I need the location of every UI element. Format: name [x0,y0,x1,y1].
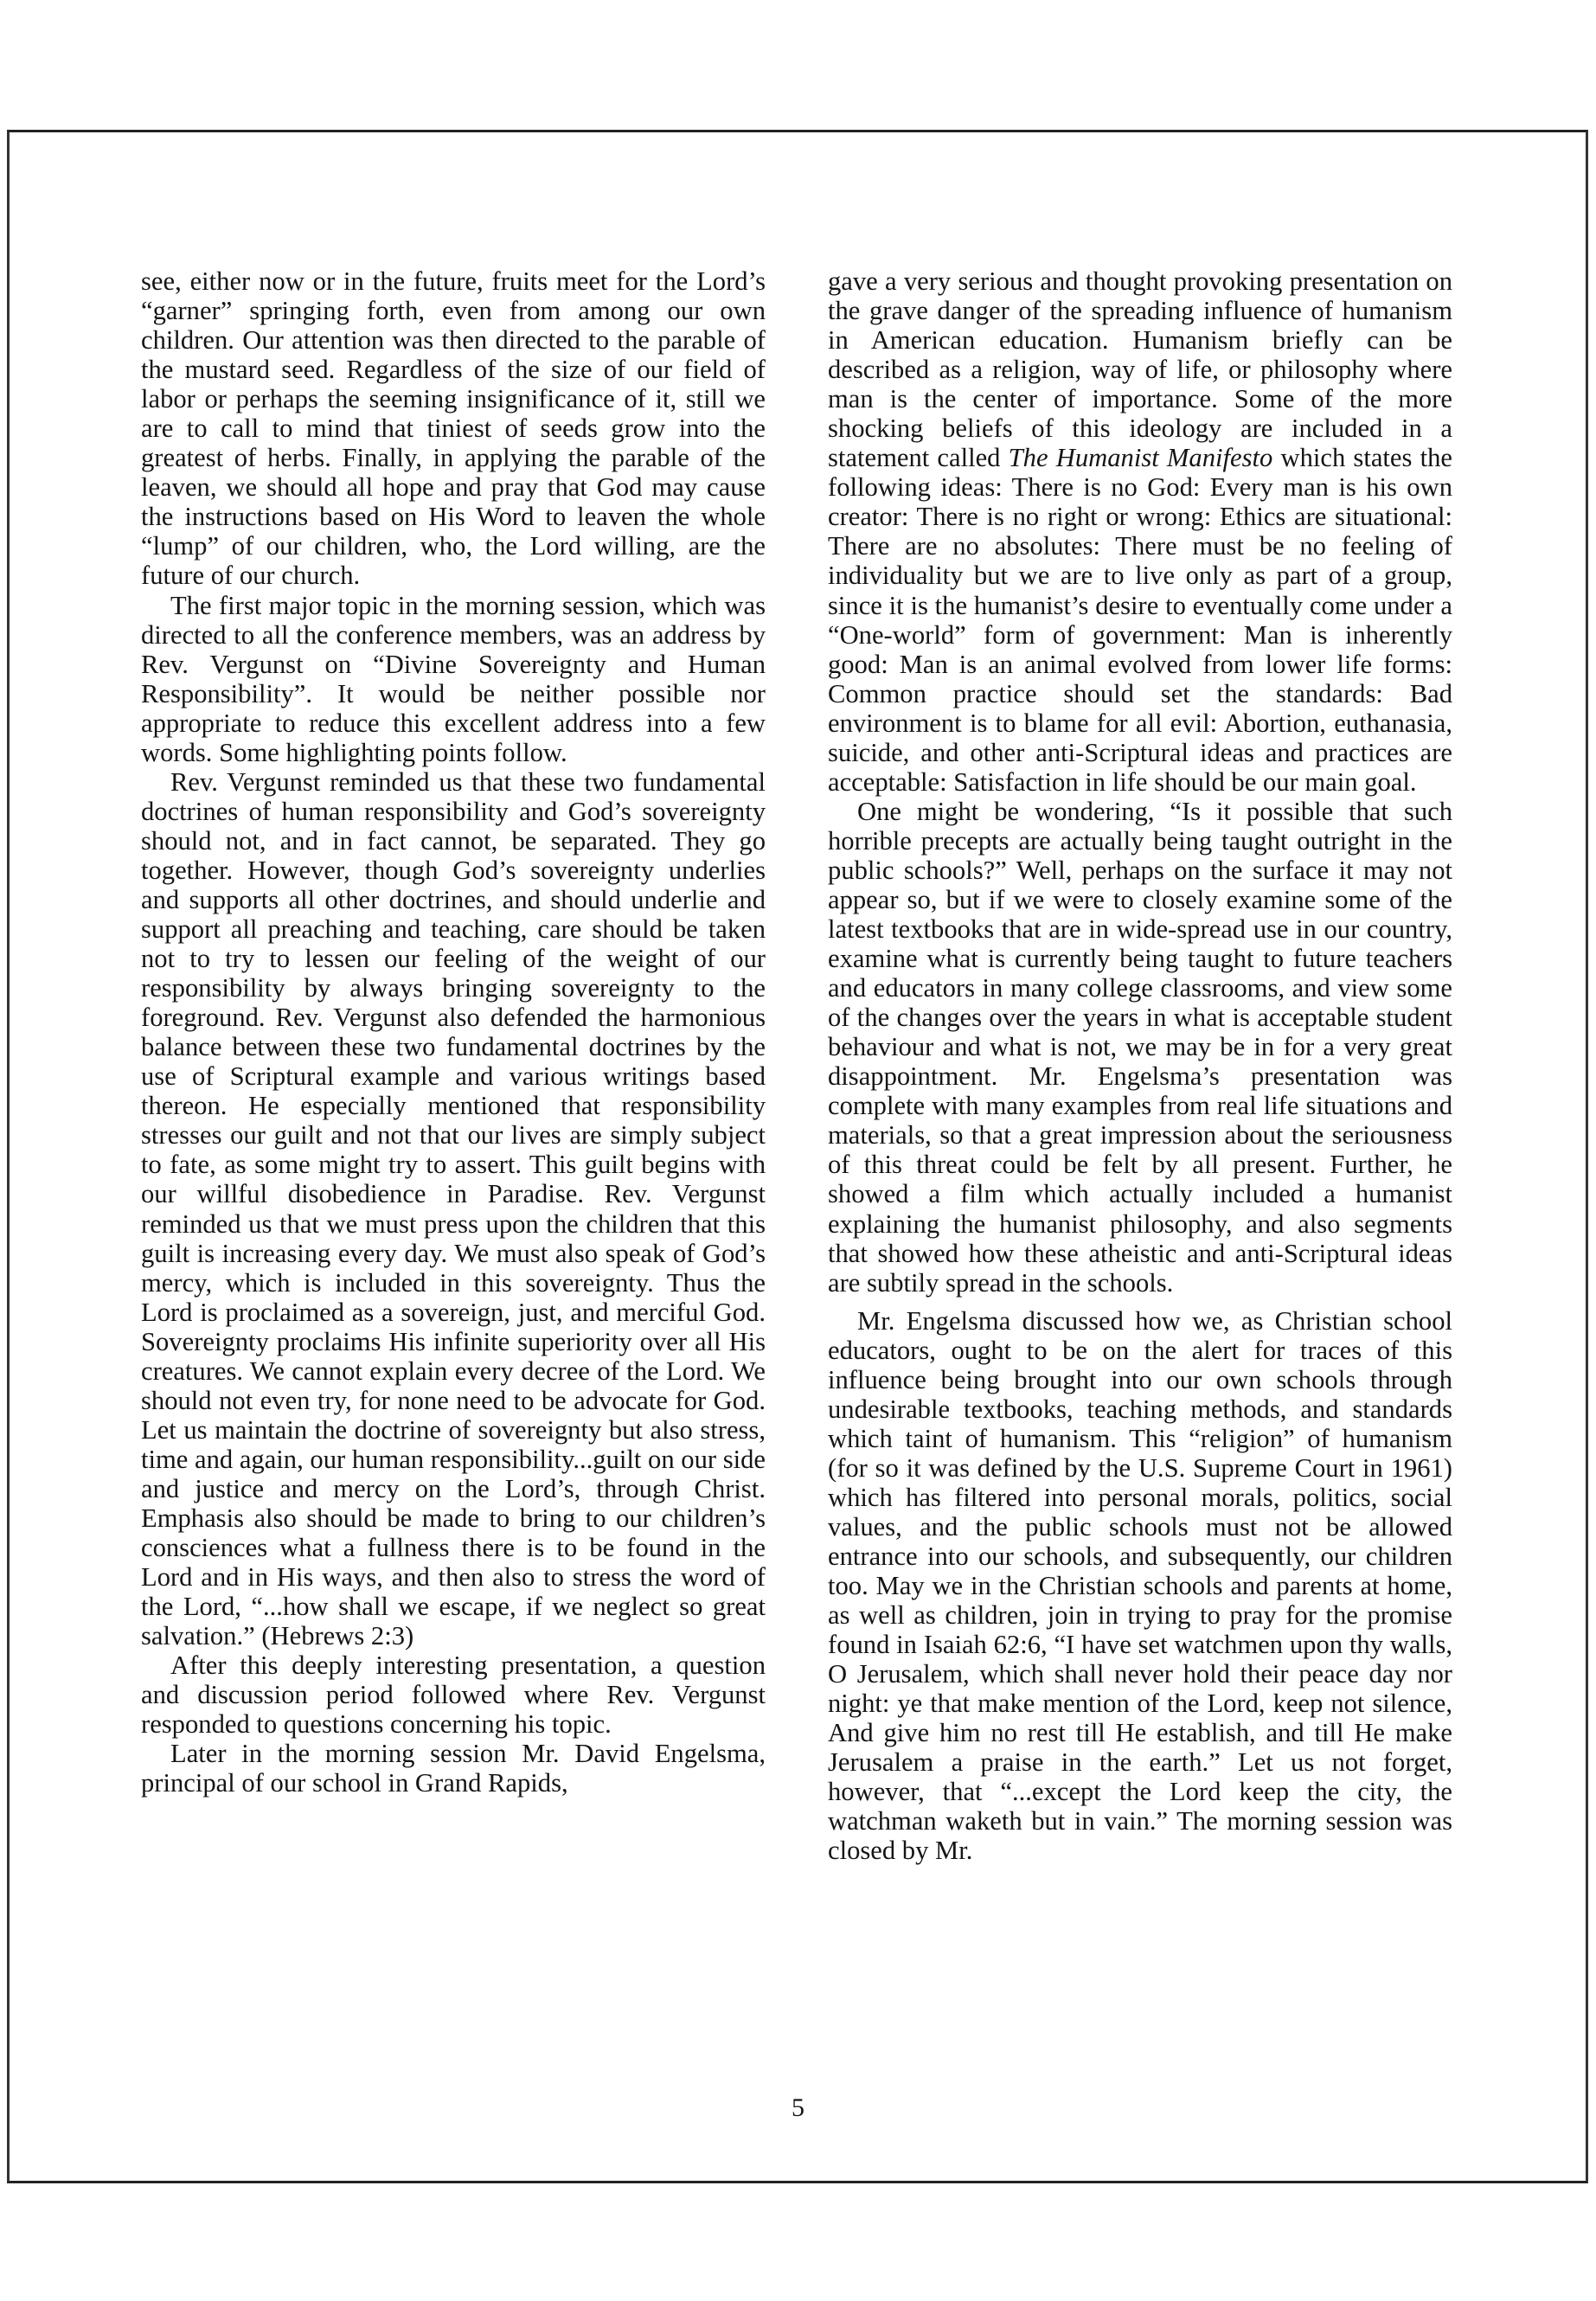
paragraph: One might be wondering, “Is it possible that such horrible precepts are actually being taught outright in the public schools?” Well, perhaps on the surface it may not appear so, but if we were to closely examine some of the latest textbooks that are in wide-spread use in our country, examine what is currently being taught to future teachers and educators in many college classrooms, and view some of the changes over the years in what is acceptable student behaviour and what is not, we may be in for a very great disappointment. Mr. Engelsma’s presentation was complete with many examples from real life situations and materials, so that a great impression about the seriousness of this threat could be felt by all present. Further, he showed a film which actually included a humanist explaining the humanist philosophy, and also segments that showed how these atheistic and anti-Scriptural ideas are subtily spread in the schools. [828,796,1452,1298]
paragraph [828,266,1452,797]
left-column [141,266,766,1798]
paragraph: see, either now or in the future, fruits meet for the Lord’s “garner” springing forth, even from among our own children. Our attention was then directed to the parable of the mustard seed. Regardless of the size of our field of labor or perhaps the seeming insignificance of it, still we are to call to mind that tiniest of seeds grow into the greatest of herbs. Finally, in applying the parable of the leaven, we should all hope and pray that God may cause the instructions based on His Word to leaven the whole “lump” of our children, who, the Lord willing, are the future of our church. [141,266,766,591]
paragraph-text: gave a very serious and thought provoking presentation on the grave danger of the spreading influence of humanism in American education. Humanism briefly can be described as a religion, way of life, or philosophy where man is the center of importance. Some of the more shocking beliefs of this ideology are included in a statement called [828,266,1452,473]
page-number: 5 [792,2093,804,2122]
paragraph: Later in the morning session Mr. David Engelsma, principal of our school in Grand Rapids, [141,1739,766,1798]
paragraph-text: which states the following ideas: There is no God: Every man is his own creator: There is no right or wrong: Ethics are situational: There are no absolutes: There must be no feeling of individuality but we are to live only as part of a group, since it is the humanist’s desire to eventually come under a “One-world” form of government: Man is inherently good: Man is an animal evolved from lower life forms: Common practice should set the standards: Bad environment is to blame for all evil: Abortion, euthanasia, suicide, and other anti-Scriptural ideas and practices are acceptable: Satisfaction in life should be our main goal. [828,443,1452,797]
paragraph: After this deeply interesting presentation, a question and discussion period followed where Rev. Vergunst responded to questions concerning his topic. [141,1650,766,1740]
paragraph: The first major topic in the morning session, which was directed to all the conference members, was an address by Rev. Vergunst on “Divine Sovereignty and Human Responsibility”. It would be neither possible nor appropriate to reduce this excellent address into a few words. Some highlighting points follow. [141,590,766,767]
right-column [828,266,1452,1866]
paragraph: Rev. Vergunst reminded us that these two fundamental doctrines of human responsibility and God’s sovereignty should not, and in fact cannot, be separated. They go together. However, though God’s sovereignty underlies and supports all other doctrines, and should underlie and support all preaching and teaching, care should be taken not to try to lessen our feeling of the weight of our responsibility by always bringing sovereignty to the foreground. Rev. Vergunst also defended the harmonious balance between these two fundamental doctrines by the use of Scriptural example and various writings based thereon. He especially mentioned that responsibility stresses our guilt and not that our lives are simply subject to fate, as some might try to assert. This guilt begins with our willful disobedience in Paradise. Rev. Vergunst reminded us that we must press upon the children that this guilt is increasing every day. We must also speak of God’s mercy, which is included in this sovereignty. Thus the Lord is proclaimed as a sovereign, just, and merciful God. Sovereignty proclaims His infinite superiority over all His creatures. We cannot explain every decree of the Lord. We should not even try, for none need to be advocate for God. Let us maintain the doctrine of sovereignty but also stress, time and again, our human responsibility...guilt on our side and justice and mercy on the Lord’s, through Christ. Emphasis also should be made to bring to our children’s consciences what a fullness there is to be found in the Lord and in His ways, and then also to stress the word of the Lord, “...how shall we escape, if we neglect so great salvation.” (Hebrews 2:3) [141,766,766,1651]
paragraph: Mr. Engelsma discussed how we, as Christian school educators, ought to be on the alert for traces of this influence being brought into our own schools through undesirable textbooks, teaching methods, and standards which taint of humanism. This “religion” of humanism (for so it was defined by the U.S. Supreme Court in 1961) which has filtered into personal morals, politics, social values, and the public schools must not be allowed entrance into our schools, and subsequently, our children too. May we in the Christian schools and parents at home, as well as children, join in trying to pray for the promise found in Isaiah 62:6, “I have set watchmen upon thy walls, O Jerusalem, which shall never hold their peace day nor night: ye that make mention of the Lord, keep not silence, And give him no rest till He establish, and till He make Jerusalem a praise in the earth.” Let us not forget, however, that “...except the Lord keep the city, the watchman waketh but in vain.” The morning session was closed by Mr. [828,1305,1452,1866]
book-title: The Humanist Manifesto [1008,443,1273,473]
